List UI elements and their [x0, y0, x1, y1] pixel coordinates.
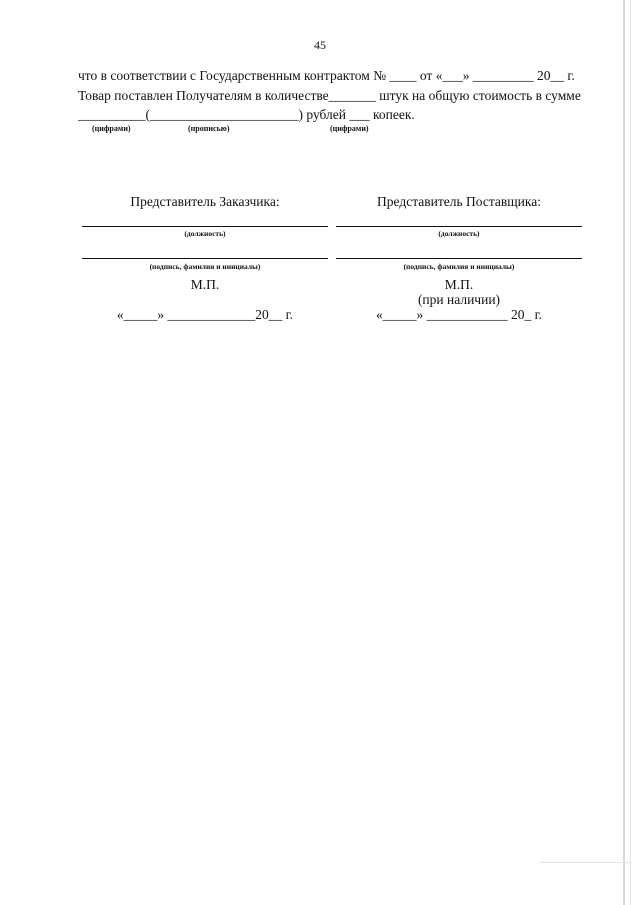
supplier-position-line: [336, 226, 582, 227]
scan-edge-shadow: [623, 0, 625, 905]
supplier-seal-note: (при наличии): [417, 292, 501, 307]
supplier-seal-label: М.П.: [444, 277, 474, 292]
scan-corner-shadow: [540, 862, 630, 863]
customer-position-line: [82, 226, 328, 227]
caption-digits-amount: (цифрами): [92, 124, 131, 133]
supplier-date-line: «_____» ____________ 20_ г.: [375, 307, 542, 322]
customer-signature-line: [82, 258, 328, 259]
customer-seal-label: М.П.: [190, 277, 220, 292]
body-line-3: __________(______________________) рублей ___ копеек.: [78, 107, 415, 122]
customer-representative-title: Представитель Заказчика:: [130, 194, 280, 209]
customer-position-caption: (должность): [184, 229, 226, 238]
body-line-1: что в соответствии с Государственным контрактом № ____ от «___» _________ 20__ г.: [78, 68, 575, 83]
supplier-representative-title: Представитель Поставщика:: [377, 194, 541, 209]
caption-words-amount: (прописью): [188, 124, 230, 133]
supplier-position-caption: (должность): [438, 229, 480, 238]
scan-edge-shadow-outer: [630, 0, 631, 905]
supplier-signature-caption: (подпись, фамилия и инициалы): [403, 262, 515, 271]
supplier-signature-line: [336, 258, 582, 259]
customer-signature-caption: (подпись, фамилия и инициалы): [149, 262, 261, 271]
body-line-2: Товар поставлен Получателям в количестве_______ штук на общую стоимость в сумме: [78, 88, 581, 103]
customer-date-line: «_____» _____________20__ г.: [116, 307, 294, 322]
caption-digits-kopecks: (цифрами): [330, 124, 369, 133]
page-number: 45: [314, 38, 326, 52]
